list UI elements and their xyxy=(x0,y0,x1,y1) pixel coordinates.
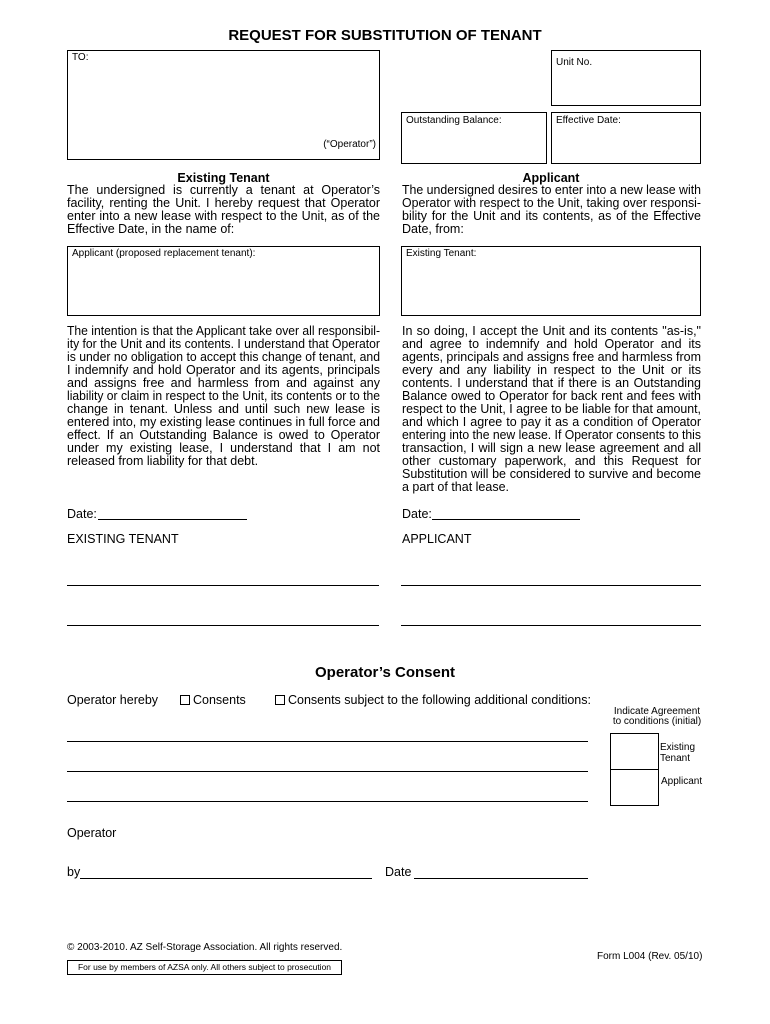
to-field[interactable] xyxy=(67,50,380,160)
terms-text-line: transaction, I will sign a new lease agreement and all xyxy=(402,441,701,455)
terms-text-line: entered into, my existing lease continues in full force and xyxy=(67,415,380,429)
existing-tenant-initials-label: Existing xyxy=(660,742,696,753)
by-label: by xyxy=(67,865,81,879)
operator-date-field[interactable] xyxy=(414,878,588,879)
request-text-line: Operator with respect to the Unit, taking over responsi- xyxy=(402,196,701,210)
applicant-signature-label: APPLICANT xyxy=(402,532,472,546)
existing-tenant-date-field[interactable] xyxy=(98,519,247,520)
terms-text-line: I indemnify and hold Operator and its agents, principals xyxy=(67,363,380,377)
members-notice: For use by members of AZSA only. All others subject to prosecution xyxy=(77,962,332,972)
terms-text-line: effect. If an Outstanding Balance is owed to Operator xyxy=(67,428,380,442)
applicant-initials-box[interactable] xyxy=(610,769,659,806)
consents-checkbox[interactable] xyxy=(180,695,190,705)
applicant-terms-text xyxy=(402,325,701,494)
unit-no-field[interactable] xyxy=(551,50,701,106)
terms-text-line: liability or claim in respect to the Unit, its contents or to the xyxy=(67,389,380,403)
operator-hereby-text: Operator hereby xyxy=(67,693,159,707)
consents-with-conditions-checkbox[interactable] xyxy=(275,695,285,705)
initials-instruction-line: Indicate Agreement xyxy=(613,706,701,717)
terms-text-line: Substitution will be considered to survive and become xyxy=(402,467,701,481)
terms-text-line: other customary paperwork, and this Request for xyxy=(402,454,701,468)
terms-text-line: contents. I understand that if there is an Outstanding xyxy=(402,376,701,390)
applicant-name-line[interactable] xyxy=(401,625,701,626)
applicant-name-label: Applicant (proposed replacement tenant): xyxy=(72,248,256,259)
existing-tenant-date-label: Date: xyxy=(67,507,97,521)
terms-text-line: under my existing lease, I understand that I am not xyxy=(67,441,380,455)
request-text-line: enter into a new lease with respect to the Unit, as of the xyxy=(67,209,380,223)
terms-text-line: agents, principals and assigns free and harmless from xyxy=(402,350,701,364)
terms-text-line: Balance owed to Operator for back rent and fees with xyxy=(402,389,701,403)
existing-tenant-name-label: Existing Tenant: xyxy=(406,248,477,259)
operator-date-label: Date xyxy=(385,865,412,879)
request-text-line: Date, from: xyxy=(402,222,464,236)
terms-text-line: and which I agree to pay it as a condition of Operator xyxy=(402,415,701,429)
applicant-name-field[interactable] xyxy=(67,246,380,316)
effective-date-field[interactable] xyxy=(551,112,701,164)
existing-tenant-initials-box[interactable] xyxy=(610,733,659,770)
request-text-line: facility, renting the Unit. I hereby request that Operator xyxy=(67,196,380,210)
terms-text-line: entering into the new lease. If Operator consents to this xyxy=(402,428,701,442)
effective-date-label: Effective Date: xyxy=(556,115,621,126)
terms-text-line: The intention is that the Applicant take over all responsibil- xyxy=(67,324,380,338)
existing-tenant-name-line[interactable] xyxy=(67,625,379,626)
applicant-request-text xyxy=(402,184,701,236)
copyright-notice: © 2003-2010. AZ Self-Storage Association. All rights reserved. xyxy=(67,942,343,953)
terms-text-line: change in tenant. Unless and until such new lease is xyxy=(67,402,380,416)
existing-tenant-name-field[interactable] xyxy=(401,246,701,316)
applicant-date-field[interactable] xyxy=(432,519,580,520)
operator-note: (“Operator”) xyxy=(323,139,376,150)
terms-text-line: ity for the Unit and its contents. I understand that Operator xyxy=(67,337,380,351)
additional-condition-line[interactable] xyxy=(67,771,588,772)
operator-label: Operator xyxy=(67,826,117,840)
operator-signature-field[interactable] xyxy=(80,878,372,879)
applicant-initials-label: Applicant xyxy=(661,776,703,787)
applicant-heading: Applicant xyxy=(522,171,580,185)
initials-instruction-line: to conditions (initial) xyxy=(612,716,702,727)
terms-text-line: a part of that lease. xyxy=(402,480,510,494)
consents-with-conditions-label: Consents subject to the following additional conditions: xyxy=(288,693,591,707)
applicant-date-label: Date: xyxy=(402,507,432,521)
unit-no-label: Unit No. xyxy=(556,57,593,68)
initials-instruction xyxy=(606,707,708,727)
form-title: REQUEST FOR SUBSTITUTION OF TENANT xyxy=(228,27,542,44)
request-text-line: The undersigned desires to enter into a new lease with xyxy=(402,183,701,197)
terms-text-line: and agree to indemnify and hold Operator and its xyxy=(402,337,701,351)
members-notice-box xyxy=(67,960,342,975)
terms-text-line: In so doing, I accept the Unit and its contents "as-is," xyxy=(402,324,701,338)
terms-text-line: every and any liability in respect to the Unit or its xyxy=(402,363,701,377)
terms-text-line: is under no obligation to accept this change of tenant, and xyxy=(67,350,380,364)
terms-text-line: released from liability for that debt. xyxy=(67,454,259,468)
existing-tenant-terms-text xyxy=(67,325,380,468)
consents-label: Consents xyxy=(193,693,246,707)
applicant-signature-line[interactable] xyxy=(401,585,701,586)
outstanding-balance-label: Outstanding Balance: xyxy=(406,115,502,126)
request-text-line: Effective Date, in the name of: xyxy=(67,222,235,236)
request-text-line: The undersigned is currently a tenant at Operator’s xyxy=(67,183,380,197)
form-number: Form L004 (Rev. 05/10) xyxy=(597,951,703,962)
existing-tenant-signature-label: EXISTING TENANT xyxy=(67,532,179,546)
additional-condition-line[interactable] xyxy=(67,741,588,742)
request-text-line: bility for the Unit and its contents, as of the Effective xyxy=(402,209,701,223)
existing-tenant-heading: Existing Tenant xyxy=(177,171,270,185)
existing-tenant-request-text xyxy=(67,184,380,236)
to-label: TO: xyxy=(72,52,89,63)
existing-tenant-signature-line[interactable] xyxy=(67,585,379,586)
operator-consent-heading: Operator’s Consent xyxy=(314,664,456,681)
additional-condition-line[interactable] xyxy=(67,801,588,802)
outstanding-balance-field[interactable] xyxy=(401,112,547,164)
terms-text-line: respect to the Unit, I agree to be liable for that amount, xyxy=(402,402,701,416)
terms-text-line: and assigns free and harmless from and against any xyxy=(67,376,380,390)
existing-tenant-initials-label: Tenant xyxy=(660,753,691,764)
